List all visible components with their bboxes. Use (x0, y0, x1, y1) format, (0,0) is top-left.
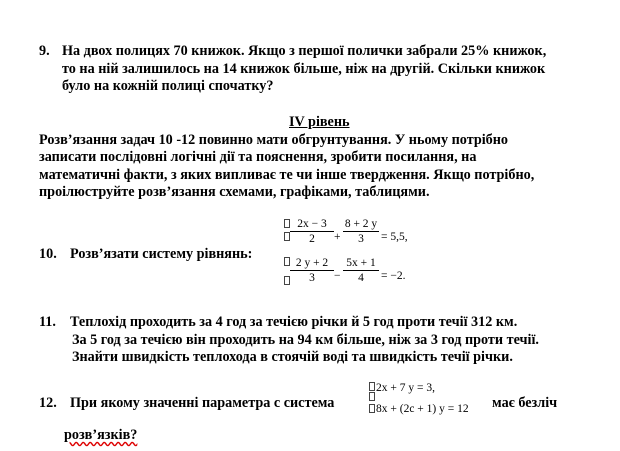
problem-11-line-3: Знайти швидкість теплохода в стоячій воді та швидкість течії річки. (72, 349, 513, 365)
level-4-line-1: Розв’язання задач 10 -12 повинно мати обгрунтування. У ньому потрібно (39, 132, 509, 148)
problem-9-line-1: На двох полицях 70 книжок. Якщо з першої полички забрали 25% книжок, (62, 43, 547, 59)
problem-12-eq-1: 2x + 7 y = 3, (376, 382, 435, 394)
problem-12-line-2: розв’язків? (64, 427, 138, 443)
eq1-rhs: = 5,5, (381, 231, 408, 243)
problem-10-text: Розв’язати систему рівнянь: (70, 246, 253, 262)
problem-11-number: 11. (39, 314, 56, 330)
level-4-line-4: проілюструйте розв’язання схемами, графіками, таблицями. (39, 184, 430, 200)
level-4-title: IV рівень (289, 114, 350, 130)
eq2-operator: − (334, 270, 341, 282)
problem-12-number: 12. (39, 395, 57, 411)
problem-10-number: 10. (39, 246, 57, 262)
problem-11-line-2: За 5 год за течією він проходить на 94 км більше, ніж за 3 год проти течії. (72, 332, 539, 348)
eq1-fraction-1: 2x − 3 2 (290, 218, 334, 245)
problem-11-line-1: Теплохід проходить за 4 год за течією річки й 5 год проти течії 312 км. (70, 314, 518, 330)
level-4-line-3: математичні факти, з яких випливає те чи інше твердження. Якщо потрібно, (39, 167, 535, 183)
brace-middle-icon (369, 392, 375, 401)
eq1-fraction-2: 8 + 2 y 3 (344, 218, 378, 245)
problem-12-text-before: При якому значенні параметра с система (70, 395, 335, 411)
problem-12-text-after: має безліч (492, 395, 558, 411)
problem-9-line-2: то на ній залишилось на 14 книжок більше, ніж на другій. Скільки книжок (62, 61, 546, 77)
eq2-fraction-2: 5x + 1 4 (343, 257, 379, 284)
problem-9-line-3: було на кожній полиці спочатку? (62, 78, 274, 94)
eq2-fraction-1: 2 y + 2 3 (290, 257, 334, 284)
eq2-rhs: = −2. (381, 270, 406, 282)
eq1-operator: + (334, 231, 341, 243)
problem-12-eq-2: 8x + (2c + 1) y = 12 (376, 403, 469, 415)
brace-bottom-icon (369, 404, 375, 413)
problem-9-number: 9. (39, 43, 50, 59)
brace-top-icon (369, 382, 375, 391)
level-4-line-2: записати послідовні логічні дії та пояснення, зробити посилання, на (39, 149, 477, 165)
